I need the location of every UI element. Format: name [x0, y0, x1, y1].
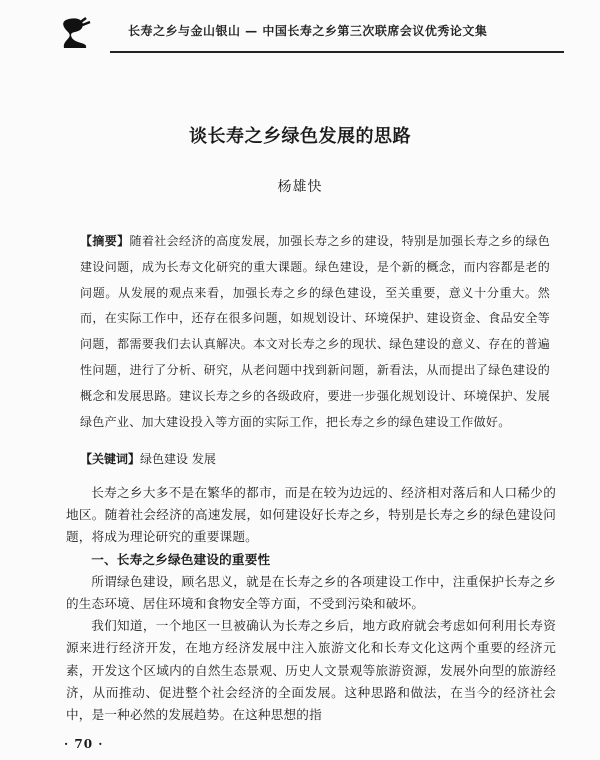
article-body: [66, 482, 556, 726]
running-header-text: 长寿之乡与金山银山 — 中国长寿之乡第三次联席会议优秀论文集: [128, 24, 488, 38]
keywords-text: 绿色建设 发展: [140, 452, 216, 466]
running-header: [0, 14, 600, 44]
page-number: · 70 ·: [64, 737, 104, 751]
keywords-label: 【关键词】: [80, 452, 141, 466]
paragraph: 所谓绿色建设，顾名思义，就是在长寿之乡的各项建设工作中，注重保护长寿之乡的生态环境、居住环境和食物安全等方面，不受到污染和破坏。: [66, 573, 556, 612]
abstract-text: 随着社会经济的高度发展，加强长寿之乡的建设，特别是加强长寿之乡的绿色建设问题，成为长寿文化研究的重大课题。绿色建设，是个新的概念，而内容都是老的问题。从发展的观点来看，加强长寿之乡的绿色建设，至关重要，意义十分重大。然而，在实际工作中，还存在很多问题，如规划设计、环境保护、建设资金、食品安全等问题，都需要我们去认真解决。本文对长寿之乡的现状、绿色建设的意义、存在的普遍性问题，进行了分析、研究，从老问题中找到新问题，新看法，从而提出了绿色建设的概念和发展思路。建议长寿之乡的各级政府，要进一步强化规划设计、环境保护、发展绿色产业、加大建设投入等方面的实际工作，把长寿之乡的绿色建设工作做好。: [80, 234, 551, 429]
abstract-label: 【摘要】: [80, 234, 130, 248]
header-rule: [110, 51, 564, 53]
article-author: 杨雄快: [277, 179, 323, 195]
article-title: 谈长寿之乡绿色发展的思路: [189, 126, 411, 147]
publication-logo-icon: [56, 14, 96, 50]
keywords: [80, 449, 550, 469]
paragraph: 长寿之乡大多不是在繁华的都市，而是在较为边远的、经济相对落后和人口稀少的地区。随着社会经济的高速发展，如何建设好长寿之乡，特别是长寿之乡的绿色建设问题，将成为理论研究的重要课题。: [66, 485, 556, 545]
abstract: [80, 229, 550, 435]
section-heading: 一、长寿之乡绿色建设的重要性: [91, 551, 271, 567]
paragraph: 我们知道，一个地区一旦被确认为长寿之乡后，地方政府就会考虑如何利用长寿资源来进行经济开发，在地方经济发展中注入旅游文化和长寿文化这两个重要的经济元素，开发这个区域内的自然生态景观、历史人文景观等旅游资源，发展外向型的旅游经济，从而推动、促进整个社会经济的全面发展。这种思路和做法，在当今的经济社会中，是一种必然的发展趋势。在这种思想的指: [66, 618, 556, 723]
